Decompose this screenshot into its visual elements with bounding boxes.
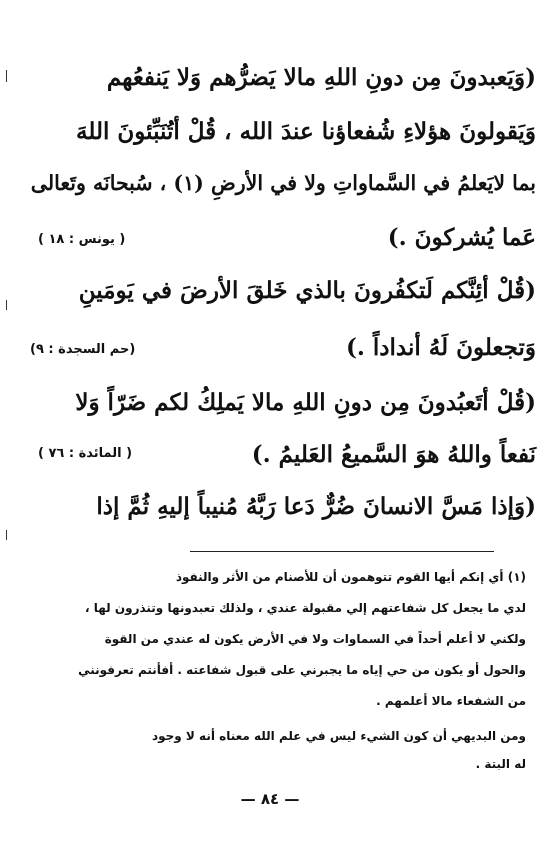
verse-line-3: بما لايَعلمُ في السَّماواتِ ولا في الأرضِ (١) ، سُبحانَه وتَعالى: [30, 171, 536, 195]
footnote-line-5: من الشفعاء مالا أعلمهم .: [376, 694, 526, 708]
verse-line-8: نَفعاً واللهُ هوَ السَّميعُ العَليمُ .): [251, 441, 536, 468]
margin-tick: [6, 300, 7, 310]
verse-line-7: (قُلْ أتَعبُدونَ مِن دونِ اللهِ مالا يَملِكُ لكم ضَرّاً وَلا: [75, 389, 536, 416]
footnote-line-4: والحول أو يكون من حي إياه ما يجبرني على قبول شفاعته . أفأنتم تعرفونني: [78, 663, 526, 677]
footnote-line-1: (١) أي إنكم أيها القوم تتوهمون أن للأصنام من الأثر والنفوذ: [175, 570, 526, 584]
margin-tick: [6, 70, 7, 82]
verse-line-4: عَما يُشركونَ .): [387, 224, 536, 251]
page-number: — ٨٤ —: [240, 790, 300, 808]
reference-yunus: ( يونس : ١٨ ): [38, 232, 126, 247]
footnote-line-7: له البتة .: [475, 757, 526, 771]
verse-line-6: وَتجعلونَ لَهُ أنداداً .): [346, 334, 536, 361]
footnote-separator: [190, 551, 494, 552]
verse-line-2: وَيَقولونَ هؤلاءِ شُفعاؤنا عندَ الله ، قُلْ أتُنَبِّئونَ اللهَ: [76, 118, 536, 145]
footnote-line-2: لدي ما يجعل كل شفاعتهم إلي مقبولة عندي ، ولذلك تعبدونها وتنذرون لها ،: [85, 601, 526, 615]
reference-maidah: ( المائدة : ٧٦ ): [38, 446, 133, 461]
verse-line-1: (وَيَعبدونَ مِن دونِ اللهِ مالا يَضرُّهم وَلا يَنفعُهم: [106, 64, 536, 91]
verse-line-5: (قُلْ أئِنَّكم لَتكفُرونَ بالذي خَلقَ الأرضَ في يَومَينِ: [78, 277, 536, 304]
footnote-line-3: ولكني لا أعلم أحداً في السماوات ولا في الأرض يكون له عندي من القوة: [104, 632, 526, 646]
reference-fussilat: (حم السجدة : ٩): [30, 342, 136, 357]
footnote-line-6: ومن البديهي أن كون الشيء ليس في علم الله معناه أنه لا وجود: [151, 729, 526, 743]
verse-line-9: (وَإذا مَسَّ الانسانَ ضُرٌّ دَعا رَبَّهُ مُنيباً إليهِ ثُمَّ إذا: [96, 493, 536, 520]
margin-tick: [6, 530, 7, 540]
